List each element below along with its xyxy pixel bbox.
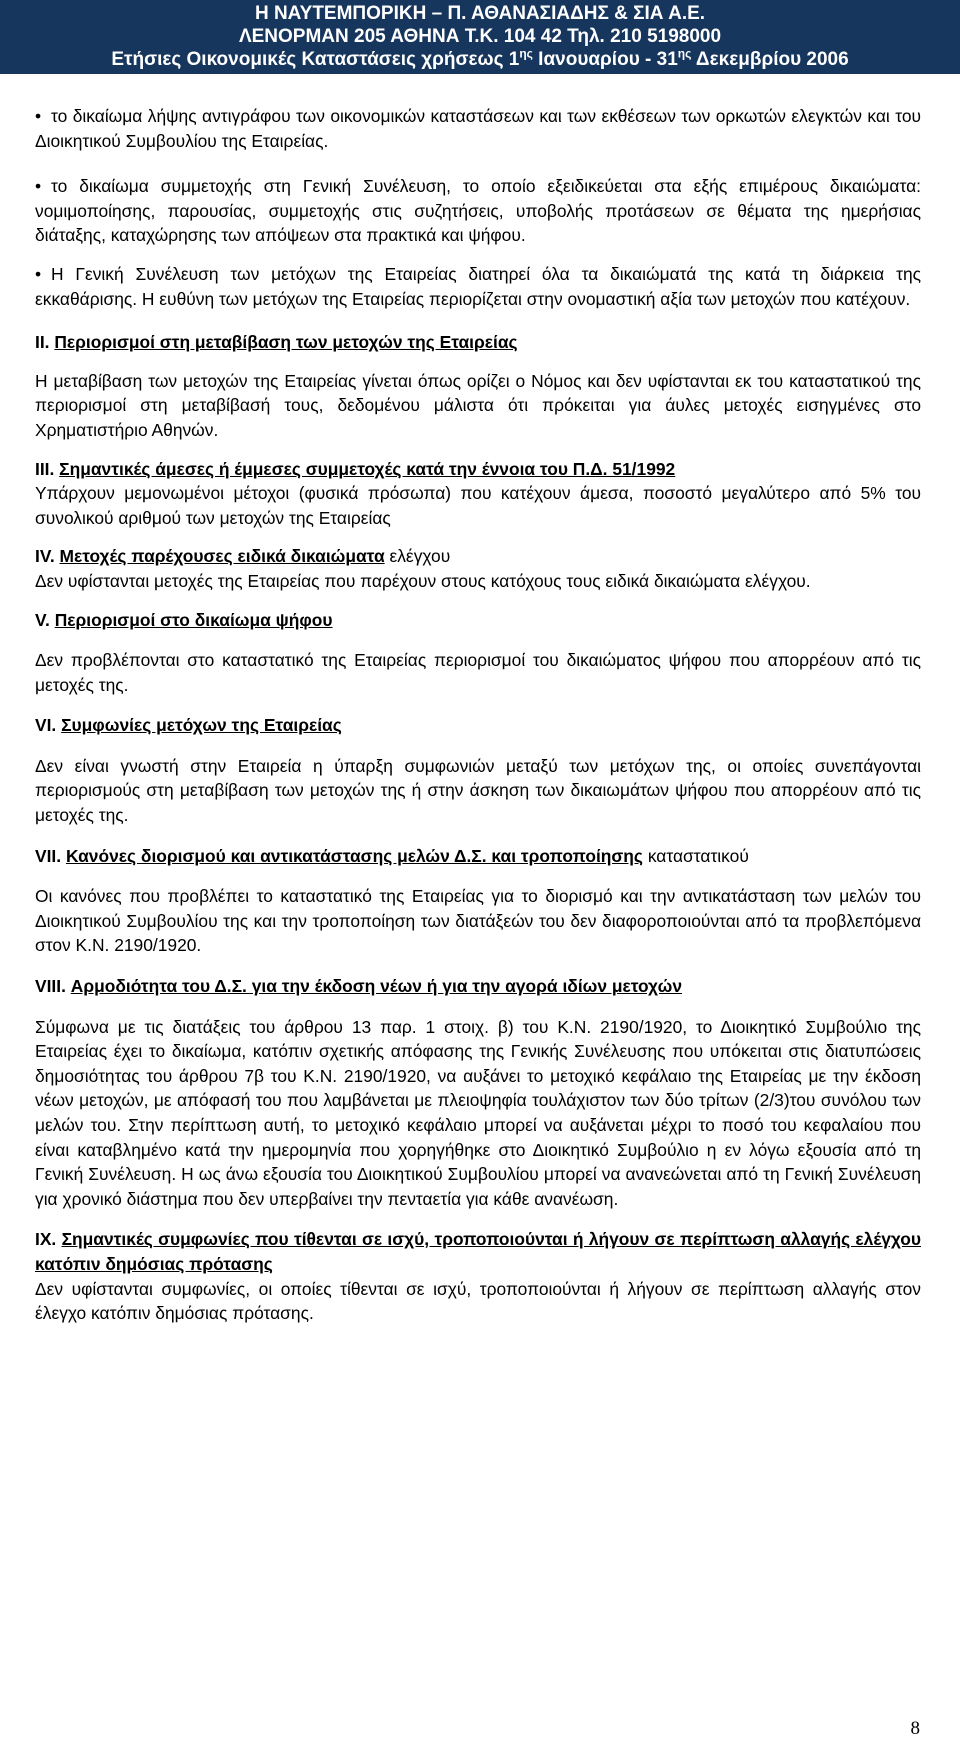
- header-address: ΛΕΝΟΡΜΑΝ 205 ΑΘΗΝΑ Τ.Κ. 104 42 Τηλ. 210 5198000: [238, 26, 722, 47]
- section-heading: II. Περιορισμοί στη μεταβίβαση των μετοχών της Εταιρείας: [35, 332, 518, 353]
- document-body: [35, 104, 921, 1326]
- section-heading: IV. Μετοχές παρέχουσες ειδικά δικαιώματα ελέγχου: [35, 546, 451, 567]
- section-heading: V. Περιορισμοί στο δικαίωμα ψήφου: [35, 609, 333, 630]
- section-text: Η μεταβίβαση των μετοχών της Εταιρείας γίνεται όπως ορίζει ο Νόμος και δεν υφίστανται εκ του καταστατικού της περιορισμοί στη μεταβίβασή τους, δεδομένου μάλιστα ότι πρόκειται για άυλες μετοχές εισηγμένες στο Χρηματιστήριο Αθηνών.: [35, 370, 921, 440]
- section-text: Υπάρχουν μεμονωμένοι μέτοχοι (φυσικά πρόσωπα) που κατέχουν άμεσα, ποσοστό μεγαλύτερο από 5% του συνολικού αριθμού των μετοχών της Εταιρείας: [35, 483, 921, 528]
- section-text: Δεν προβλέπονται στο καταστατικό της Εταιρείας περιορισμοί του δικαιώματος ψήφου που απορρέουν από τις μετοχές της.: [35, 650, 921, 695]
- bullet-icon: •: [35, 176, 42, 197]
- document-header: [0, 0, 960, 74]
- section-text: Σύμφωνα με τις διατάξεις του άρθρου 13 παρ. 1 στοιχ. β) του Κ.Ν. 2190/1920, το Διοικητικό Συμβούλιο της Εταιρείας έχει το δικαίωμα, κατόπιν σχετικής απόφασης της Γενικής Συνέλευσης που υπόκειται στις διατυπώσεις δημοσιότητας του άρθρου 7β του Κ.Ν. 2190/1920, να αυξάνει το μετοχικό κεφάλαιο της Εταιρείας με την έκδοση νέων μετοχών, με απόφασή του που λαμβάνεται με πλειοψηφία τουλάχιστον των δύο τρίτων (2/3)του συνόλου των μελών του. Στην περίπτωση αυτή, το μετοχικό κεφάλαιο μπορεί να αυξάνεται μέχρι το ποσό του κεφαλαίου που είναι καταβλημένο κατά την ημερομηνία που χορηγήθηκε στο Διοικητικό Συμβούλιο η εν λόγω εξουσία από τη Γενική Συνέλευση. Η ως άνω εξουσία του Διοικητικού Συμβουλίου μπορεί να ανανεώνεται από τη Γενική Συνέλευση για χρονικό διάστημα που δεν υπερβαίνει την πενταετία για κάθε ανανέωση.: [35, 1016, 921, 1209]
- bullet-icon: •: [35, 106, 42, 126]
- bullet-icon: •: [35, 263, 42, 284]
- bullet-item: • το δικαίωμα λήψης αντιγράφου των οικονομικών καταστάσεων και των εκθέσεων των ορκωτών ελεγκτών και του Διοικητικού Συμβουλίου της Εταιρείας.: [35, 106, 921, 151]
- section-heading: VII. Κανόνες διορισμού και αντικατάστασης μελών Δ.Σ. και τροποποίησης καταστατικού: [35, 845, 749, 866]
- header-company-name: Η ΝΑΥΤΕΜΠΟΡΙΚΗ – Π. ΑΘΑΝΑΣΙΑΔΗΣ & ΣΙΑ Α.Ε.: [254, 3, 706, 24]
- section-heading: VI. Συμφωνίες μετόχων της Εταιρείας: [35, 715, 342, 736]
- bullet-item: • Η Γενική Συνέλευση των μετόχων της Εταιρείας διατηρεί όλα τα δικαιώματά της κατά τη διάρκεια της εκκαθάρισης. Η ευθύνη των μετόχων της Εταιρείας περιορίζεται στην ονομαστική αξία των μετοχών που κατέχουν.: [35, 263, 921, 309]
- section-heading: IX. Σημαντικές συμφωνίες που τίθενται σε ισχύ, τροποποιούνται ή λήγουν σε περίπτωση αλλαγής ελέγχου κατόπιν δημόσιας πρότασης: [35, 1229, 921, 1274]
- header-report-period: Ετήσιες Οικονομικές Καταστάσεις χρήσεως $1^{\eta\varsigma}$ Ιανουαρίου - $31^{\eta\varsigma}$ Δεκεμβρίου 2006: [111, 46, 849, 70]
- page-number: 8: [910, 1718, 920, 1739]
- section-heading: VIII. Αρμοδιότητα του Δ.Σ. για την έκδοση νέων ή για την αγορά ιδίων μετοχών: [35, 976, 683, 997]
- section-text: Δεν είναι γνωστή στην Εταιρεία η ύπαρξη συμφωνιών μεταξύ των μετόχων της, οι οποίες συνεπάγονται περιορισμούς στη μεταβίβαση των μετοχών της ή στην άσκηση των δικαιωμάτων ψήφου που απορρέουν από τις μετοχές της.: [35, 755, 921, 826]
- section-text: Δεν υφίστανται μετοχές της Εταιρείας που παρέχουν στους κατόχους τους ειδικά δικαιώματα ελέγχου.: [35, 570, 811, 591]
- bullet-item: • το δικαίωμα συμμετοχής στη Γενική Συνέλευση, το οποίο εξειδικεύεται στα εξής επιμέρους δικαιώματα: νομιμοποίησης, παρουσίας, συμμετοχής στις συζητήσεις, υποβολής προτάσεων σε θέματα της ημερήσιας διάταξης, καταχώρησης των απόψεων στα πρακτικά και ψήφου.: [35, 176, 921, 246]
- section-text: Οι κανόνες που προβλέπει το καταστατικό της Εταιρείας για το διορισμό και την αντικατάσταση των μελών του Διοικητικού Συμβουλίου της και την τροποποίηση των διατάξεών του δεν διαφοροποιούνται από τα προβλεπόμενα στον Κ.Ν. 2190/1920.: [35, 886, 921, 956]
- section-text: Δεν υφίστανται συμφωνίες, οι οποίες τίθενται σε ισχύ, τροποποιούνται ή λήγουν σε περίπτωση αλλαγής στον έλεγχο κατόπιν δημόσιας πρότασης.: [35, 1278, 921, 1324]
- section-heading: III. Σημαντικές άμεσες ή έμμεσες συμμετοχές κατά την έννοια του Π.Δ. 51/1992: [35, 458, 676, 479]
